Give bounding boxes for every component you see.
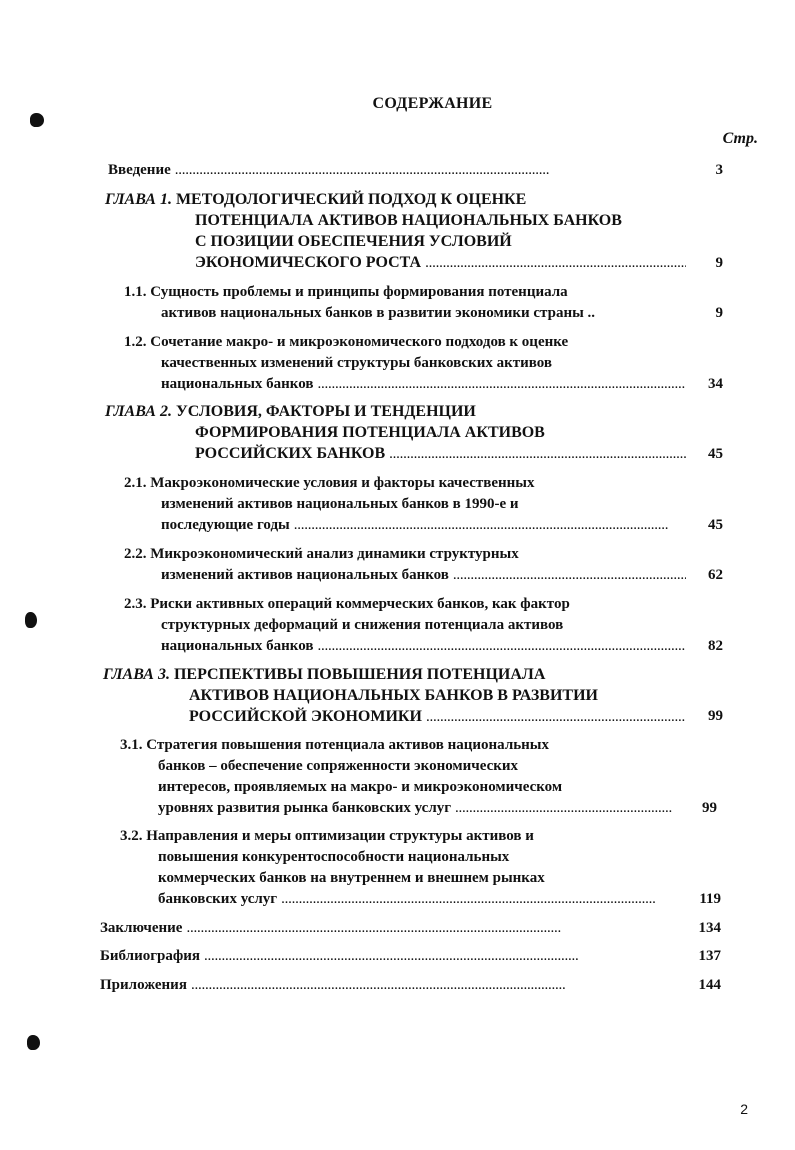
toc-entry-section-3-2[interactable]: 3.2. Направления и меры оптимизации структуры активов и повышения конкурентоспособности национальных коммерческих банков на внутреннем и внешнем рынках банковских услуг . . . [120,826,676,910]
ink-blot [25,612,37,628]
toc-heading: СОДЕРЖАНИЕ [372,95,493,112]
toc-entry-chapter-1[interactable]: ГЛАВА 1. МЕТОДОЛОГИЧЕСКИЙ ПОДХОД К ОЦЕНКЕ ПОТЕНЦИАЛА АКТИВОВ НАЦИОНАЛЬНЫХ БАНКОВ С ПОЗИЦИИ ОБЕСПЕЧЕНИЯ УСЛОВИЙ ЭКОНОМИЧЕСКОГО РОСТА . . . [105,189,690,274]
toc-page-number: 45 [708,517,723,533]
toc-page-number: 3 [715,162,723,178]
page-number: 2 [740,1101,748,1117]
toc-entry-chapter-2[interactable]: ГЛАВА 2. УСЛОВИЯ, ФАКТОРЫ И ТЕНДЕНЦИИ ФОРМИРОВАНИЯ ПОТЕНЦИАЛА АКТИВОВ РОССИЙСКИХ БАНКОВ . . . [105,401,690,465]
toc-page-number: 9 [715,305,723,321]
toc-page-number: 134 [698,920,721,936]
toc-page-number: 137 [698,948,721,964]
toc-page-number: 62 [708,567,723,583]
toc-page-number: 119 [699,891,721,907]
toc-page-number: 34 [708,376,723,392]
toc-page-number: 9 [715,255,723,271]
toc-entry-section-1-2[interactable]: 1.2. Сочетание макро- и микроэкономического подходов к оценке качественных изменений структуры банковских активов национальных банков . . . [124,332,690,395]
toc-entry-chapter-3[interactable]: ГЛАВА 3. ПЕРСПЕКТИВЫ ПОВЫШЕНИЯ ПОТЕНЦИАЛА АКТИВОВ НАЦИОНАЛЬНЫХ БАНКОВ В РАЗВИТИИ РОССИЙСКОЙ ЭКОНОМИКИ . . . [103,664,690,728]
toc-entry-section-2-3[interactable]: 2.3. Риски активных операций коммерческих банков, как фактор структурных деформаций и снижения потенциала активов национальных банков . . . [124,594,690,657]
toc-page-number: 144 [698,977,721,993]
ink-blot [30,113,44,127]
toc-entry-conclusion[interactable]: Заключение . . . [100,918,672,939]
toc-page-number: 99 [702,800,717,816]
toc-page-number: 82 [708,638,723,654]
page-column-label: Стр. [722,130,758,147]
toc-entry-section-2-2[interactable]: 2.2. Микроэкономический анализ динамики структурных изменений активов национальных банков . . . [124,544,690,586]
toc-entry-section-3-1[interactable]: 3.1. Стратегия повышения потенциала активов национальных банков – обеспечение сопряженности экономических интересов, проявляемых на макро- и микроэкономическом уровнях развития рынка банковских услуг . . . [120,735,676,819]
ink-blot [27,1035,40,1050]
toc-entry-appendices[interactable]: Приложения . . . [100,975,672,996]
toc-entry-section-1-1[interactable]: 1.1. Сущность проблемы и принципы формирования потенциала активов национальных банков в развитии экономики страны .. [124,284,596,321]
toc-entry-introduction[interactable]: Введение . . . [108,160,690,181]
toc-entry-bibliography[interactable]: Библиография . . . [100,946,672,967]
toc-page-number: 99 [708,708,723,724]
toc-entry-section-2-1[interactable]: 2.1. Макроэкономические условия и факторы качественных изменений активов национальных банков в 1990-е и последующие годы . . . [124,473,690,536]
toc-page-number: 45 [708,446,723,462]
